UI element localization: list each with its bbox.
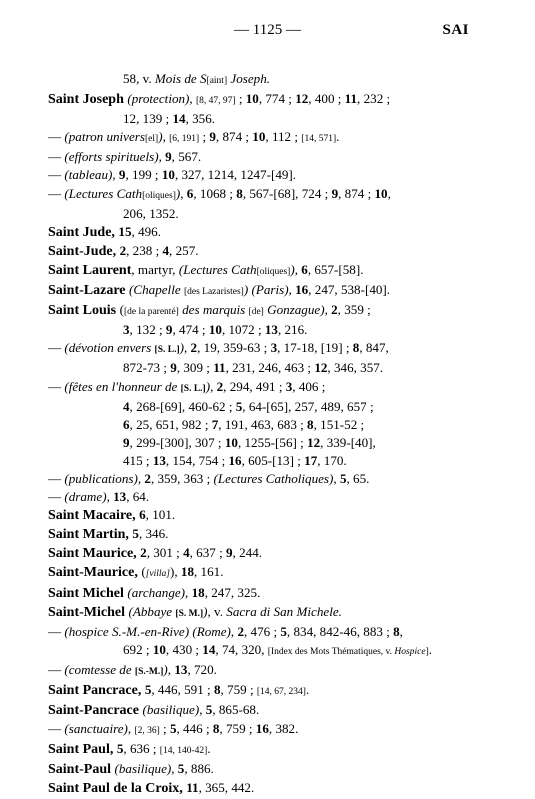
volume-number: 5: [339, 470, 347, 486]
entry-text: , 17-18, [19] ;: [277, 340, 353, 356]
index-entry: [48, 90, 488, 110]
entry-text: , 101.: [145, 507, 176, 523]
volume-number: 13: [174, 661, 188, 677]
index-entry: [48, 623, 488, 641]
entry-text: —: [48, 661, 65, 677]
editorial-bracket: [oliques]: [142, 190, 176, 201]
volume-number: 5: [177, 761, 185, 777]
volume-number: 10: [245, 91, 259, 107]
entry-headword: Saint Paul,: [48, 742, 117, 758]
entry-text: —: [48, 167, 65, 183]
volume-number: 5: [280, 623, 287, 639]
entry-qualifier: des marquis: [178, 302, 249, 318]
volume-number: 8: [352, 340, 360, 356]
entry-text: , 430 ;: [165, 641, 203, 657]
index-entry: [48, 544, 488, 563]
volume-number: 4: [183, 545, 190, 561]
entry-qualifier: (efforts spirituels): [64, 149, 159, 165]
entry-text: , 151-52 ;: [313, 416, 365, 432]
entry-text: , 65.: [346, 470, 370, 486]
index-entry: [48, 661, 488, 681]
volume-number: 6: [301, 261, 308, 277]
entry-text: , 74, 320,: [215, 641, 268, 657]
entry-headword: Saint Paul de la Croix,: [48, 781, 187, 797]
entry-qualifier: (Lectures Cath: [64, 185, 143, 201]
entry-text: —: [48, 623, 65, 639]
volume-number: 9: [165, 149, 172, 165]
entry-text: , 231, 246, 463 ;: [225, 360, 315, 376]
volume-number: 5: [205, 702, 213, 718]
entry-text: —: [48, 378, 65, 394]
entry-qualifier: (tableau): [64, 167, 113, 183]
entry-text: ,: [184, 340, 191, 356]
volume-number: 16: [228, 452, 242, 468]
index-entry: [48, 584, 488, 603]
entry-qualifier: (Abbaye: [128, 603, 176, 619]
entry-text: , 359, 363 ;: [150, 470, 214, 486]
index-entry: [48, 185, 488, 205]
volume-number: 2: [237, 623, 244, 639]
index-entry: [48, 488, 488, 506]
volume-number: 9: [226, 545, 233, 561]
entry-text: , 359 ;: [337, 302, 371, 318]
index-entry-continuation: [48, 205, 488, 223]
entry-text: 872-73 ;: [123, 360, 171, 376]
index-entry: [48, 301, 488, 321]
editorial-bracket: [villa]: [145, 569, 170, 580]
volume-number: 10: [152, 641, 166, 657]
index-entry: [48, 223, 488, 242]
entry-text: ,: [199, 702, 206, 718]
entry-qualifier: (Lectures Catholiques): [213, 470, 334, 486]
editorial-bracket: [14, 67, 234]: [256, 687, 306, 697]
volume-number: 5: [235, 398, 243, 414]
index-entry: [48, 720, 488, 740]
entry-qualifier: (comtesse de: [64, 661, 135, 677]
index-entry: [48, 339, 488, 359]
entry-text: ,: [210, 378, 217, 394]
index-entry: [48, 166, 488, 184]
entry-text: ,: [112, 167, 119, 183]
volume-number: 18: [191, 584, 205, 600]
entry-qualifier: ): [158, 129, 163, 145]
index-entry-continuation: [48, 452, 488, 470]
entry-text: , 636 ;: [123, 741, 160, 757]
index-entry: [48, 261, 488, 281]
entry-text: ;: [235, 91, 246, 107]
editorial-bracket: [de la parenté]: [123, 307, 179, 318]
entry-text: ,: [162, 129, 170, 145]
entry-qualifier: Gonzague): [263, 302, 325, 318]
volume-number: 8: [307, 416, 314, 432]
entry-text: ,: [288, 282, 296, 298]
entry-qualifier: (Paris): [251, 282, 289, 298]
running-head: SAI: [442, 22, 469, 38]
entry-text: , 400 ;: [308, 91, 345, 107]
entry-text: , 865-68.: [212, 702, 260, 718]
entry-text: ),: [169, 564, 181, 580]
entry-text: .: [336, 129, 340, 145]
entry-headword: Saint Pancrace,: [48, 683, 145, 698]
index-entry-continuation: [48, 359, 488, 377]
entry-text: ;: [199, 129, 210, 145]
entry-text: , 132 ;: [129, 322, 166, 338]
entry-text: , 19, 359-63 ;: [197, 340, 271, 356]
volume-number: 2: [140, 545, 147, 561]
entry-headword: Saint Macaire,: [48, 508, 140, 524]
volume-number: 18: [180, 564, 194, 580]
editorial-bracket: [S.-M.]: [134, 666, 164, 677]
volume-number: 5: [144, 682, 152, 697]
entry-text: , 112 ;: [265, 129, 302, 145]
entry-text: , 759 ;: [219, 721, 256, 737]
entry-text: , 294, 491 ;: [223, 378, 286, 394]
entry-text: (: [119, 302, 124, 318]
index-entry: [48, 779, 488, 798]
entry-qualifier: (fêtes en l'honneur de: [64, 378, 181, 394]
entry-qualifier: ): [243, 282, 249, 298]
entry-text: , 238 ;: [126, 242, 163, 258]
index-entry-continuation: [48, 398, 488, 416]
volume-number: 4: [123, 398, 130, 414]
volume-number: 3: [285, 378, 293, 394]
volume-number: 13: [264, 322, 278, 338]
index-entries: [48, 70, 488, 799]
entry-text: , 886.: [184, 761, 214, 777]
entry-text: ,: [294, 261, 302, 277]
entry-text: 692 ;: [123, 641, 153, 657]
volume-number: 6: [186, 185, 194, 201]
entry-text: , 1255-[56] ;: [237, 434, 308, 450]
index-entry: [48, 563, 488, 583]
entry-text: —: [48, 340, 65, 356]
index-entry: [48, 128, 488, 148]
entry-text: , 567-[68], 724 ;: [242, 185, 332, 201]
entry-qualifier: Joseph.: [227, 71, 271, 86]
volume-number: 11: [344, 91, 358, 107]
editorial-bracket: Hospice: [394, 646, 426, 657]
volume-number: 6: [139, 507, 146, 523]
volume-number: 9: [170, 360, 177, 376]
entry-text: , 1068 ;: [193, 185, 237, 201]
entry-qualifier: ): [179, 340, 184, 356]
volume-number: 14: [202, 641, 216, 657]
editorial-bracket: [Index des Mots Thématiques, v.: [267, 646, 395, 657]
entry-text: , 774 ;: [258, 91, 296, 107]
entry-headword: Saint Joseph: [48, 92, 128, 108]
entry-text: , 268-[69], 460-62 ;: [129, 398, 236, 414]
volume-number: 8: [212, 721, 220, 737]
entry-text: 58, v.: [123, 71, 155, 86]
editorial-bracket: [S. L.]: [154, 345, 180, 356]
index-entry: [48, 525, 488, 544]
volume-number: 5: [169, 721, 177, 737]
entry-text: ,: [106, 489, 114, 505]
entry-text: , 874 ;: [338, 185, 375, 201]
volume-number: 5: [132, 526, 139, 542]
entry-text: ,: [333, 470, 340, 486]
index-entry: [48, 281, 488, 301]
entry-text: ,: [127, 721, 135, 737]
volume-number: 9: [209, 129, 216, 145]
entry-text: , 170.: [317, 452, 347, 468]
entry-text: , 356.: [185, 111, 216, 127]
volume-number: 9: [123, 434, 130, 450]
volume-number: 2: [144, 470, 151, 486]
volume-number: 3: [123, 322, 130, 338]
entry-text: —: [48, 149, 65, 165]
index-entry-continuation: [48, 110, 488, 128]
entry-text: ,: [230, 623, 238, 639]
entry-headword: Saint-Lazare: [48, 283, 130, 299]
editorial-bracket: [des Lazaristes]: [183, 287, 244, 298]
volume-number: 12: [314, 360, 328, 376]
entry-text: .: [428, 641, 433, 657]
editorial-bracket: ]: [425, 646, 429, 657]
entry-text: .: [305, 682, 310, 697]
entry-text: —: [48, 470, 65, 486]
index-entry: [48, 603, 488, 623]
entry-text: ,: [180, 185, 187, 201]
volume-number: 10: [374, 185, 388, 201]
index-entry: [48, 148, 488, 166]
volume-number: 10: [208, 322, 222, 338]
volume-number: 6: [123, 416, 130, 432]
volume-number: 12: [295, 91, 309, 107]
entry-qualifier: (hospice S.-M.-en-Rive): [64, 623, 190, 639]
entry-text: , 301 ;: [146, 545, 184, 561]
entry-text: , 64.: [126, 489, 150, 505]
entry-headword: Saint Louis: [48, 303, 120, 319]
page-header: [0, 22, 535, 42]
entry-text: , 605-[13] ;: [241, 452, 305, 468]
editorial-bracket: [oliques]: [256, 266, 291, 277]
entry-headword: Saint Jude,: [48, 224, 119, 240]
editorial-bracket: [14, 140-42]: [159, 746, 208, 757]
index-entry: [48, 378, 488, 398]
entry-qualifier: (patron univers: [64, 129, 145, 145]
entry-text: , v.: [207, 603, 227, 619]
entry-text: ,: [171, 761, 178, 777]
editorial-bracket: [14, 571]: [301, 134, 337, 145]
entry-qualifier: (archange): [127, 584, 186, 600]
entry-text: ;: [159, 721, 170, 737]
volume-number: 8: [213, 682, 221, 697]
page-number: — 1125 —: [234, 22, 301, 38]
volume-number: 13: [113, 489, 127, 505]
index-entry-continuation: [48, 70, 488, 90]
entry-text: —: [48, 489, 65, 505]
entry-qualifier: (publications): [64, 470, 138, 486]
entry-text: , 339-[40],: [320, 434, 376, 450]
editorial-bracket: [2, 36]: [134, 726, 160, 737]
entry-text: , 446, 591 ;: [151, 682, 214, 697]
volume-number: 16: [295, 282, 309, 298]
index-entry: [48, 760, 488, 779]
entry-headword: Saint Martin,: [48, 527, 133, 543]
entry-text: —: [48, 129, 65, 145]
entry-qualifier: (basilique): [114, 761, 172, 777]
entry-text: , 474 ;: [172, 322, 209, 338]
volume-number: 10: [161, 167, 175, 183]
entry-text: , 720.: [187, 661, 217, 677]
volume-number: 9: [331, 185, 339, 201]
entry-qualifier: ): [290, 261, 295, 277]
entry-text: , 257.: [169, 242, 199, 258]
volume-number: 8: [393, 623, 400, 639]
entry-text: , 346.: [138, 526, 169, 542]
entry-text: , 244.: [232, 545, 263, 561]
volume-number: 8: [236, 185, 243, 201]
entry-qualifier: (drame): [64, 489, 107, 505]
entry-headword: Saint-Maurice,: [48, 565, 142, 581]
entry-text: , 161.: [194, 564, 224, 580]
volume-number: 16: [255, 721, 269, 737]
entry-text: , 299-[300], 307 ;: [129, 434, 225, 450]
volume-number: 10: [224, 434, 238, 450]
volume-number: 14: [172, 111, 186, 127]
entry-text: , 657-[58].: [307, 261, 364, 277]
entry-text: , 309 ;: [176, 360, 214, 376]
entry-text: ,: [387, 185, 391, 201]
volume-number: 3: [270, 340, 278, 356]
entry-text: , 191, 463, 683 ;: [218, 416, 308, 432]
entry-text: , 1072 ;: [221, 322, 265, 338]
volume-number: 2: [216, 378, 224, 394]
entry-text: , 247, 325.: [204, 584, 261, 600]
entry-qualifier: ): [205, 378, 211, 394]
volume-number: 2: [190, 340, 198, 356]
entry-headword: Saint Michel: [48, 585, 128, 601]
editorial-bracket: [el]: [145, 134, 159, 145]
entry-text: , 847,: [359, 340, 389, 356]
entry-headword: Saint-Pancrace: [48, 703, 143, 719]
index-entry: [48, 506, 488, 525]
entry-qualifier: Sacra di San Michele.: [226, 603, 342, 619]
volume-number: 13: [152, 452, 166, 468]
entry-qualifier: ): [203, 603, 208, 619]
entry-text: , 139 ;: [136, 111, 173, 127]
entry-text: , 476 ;: [244, 623, 281, 639]
editorial-bracket: [S. L.]: [180, 383, 206, 394]
editorial-bracket: [S. M.]: [175, 608, 204, 619]
entry-text: ,: [167, 661, 175, 677]
entry-text: .: [207, 741, 211, 757]
entry-text: 206, 1352.: [123, 205, 179, 221]
volume-number: 11: [213, 360, 226, 376]
index-entry-continuation: [48, 641, 488, 661]
entry-qualifier: (Rome): [192, 623, 231, 639]
volume-number: 5: [116, 741, 124, 757]
index-entry: [48, 470, 488, 488]
entry-qualifier: ): [163, 661, 168, 677]
volume-number: 10: [252, 129, 266, 145]
entry-text: ,: [158, 149, 166, 165]
entry-text: , 154, 754 ;: [165, 452, 229, 468]
entry-text: , 232 ;: [357, 91, 391, 107]
index-entry-continuation: [48, 321, 488, 339]
entry-text: , 199 ;: [125, 167, 162, 183]
volume-number: 2: [331, 302, 338, 318]
volume-number: 9: [165, 322, 173, 338]
entry-text: (: [141, 564, 146, 580]
entry-text: 12: [123, 111, 137, 127]
index-entry: [48, 681, 488, 701]
volume-number: 4: [162, 242, 170, 258]
volume-number: 11: [186, 780, 199, 796]
volume-number: 2: [119, 242, 127, 258]
entry-text: , 567.: [171, 149, 202, 165]
entry-text: , 247, 538-[40].: [308, 282, 391, 298]
entry-text: —: [48, 721, 65, 737]
index-entry-continuation: [48, 416, 488, 434]
volume-number: 9: [118, 167, 126, 183]
entry-text: ,: [399, 623, 403, 639]
entry-text: , 365, 442.: [198, 780, 255, 796]
entry-text: , 874 ;: [215, 129, 253, 145]
entry-text: , 346, 357.: [327, 360, 384, 376]
entry-text: , 64-[65], 257, 489, 657 ;: [242, 398, 374, 414]
entry-text: 415 ;: [123, 452, 153, 468]
editorial-bracket: [aint]: [206, 76, 228, 86]
index-entry-continuation: [48, 434, 488, 452]
entry-text: , 446 ;: [176, 721, 213, 737]
entry-text: , 216.: [277, 322, 308, 338]
entry-text: , 834, 842-46, 883 ;: [286, 623, 394, 639]
entry-text: ,: [324, 302, 332, 318]
entry-headword: Saint-Michel: [48, 604, 129, 620]
entry-text: , 327, 1214, 1247-[49].: [174, 167, 297, 183]
volume-number: 7: [211, 416, 219, 432]
entry-text: ,: [189, 91, 196, 107]
entry-text: , 637 ;: [189, 545, 226, 561]
index-entry: [48, 242, 488, 261]
entry-headword: Saint-Jude,: [48, 243, 120, 259]
entry-text: ,: [137, 470, 145, 486]
volume-number: 12: [307, 434, 321, 450]
index-entry: [48, 740, 488, 760]
entry-headword: Saint Laurent: [48, 262, 132, 278]
entry-text: , 406 ;: [292, 378, 326, 394]
entry-headword: Saint Maurice,: [48, 546, 141, 562]
entry-qualifier: (Chapelle: [129, 282, 184, 298]
entry-text: , 25, 651, 982 ;: [129, 416, 212, 432]
entry-text: —: [48, 185, 65, 201]
editorial-bracket: [6, 191]: [169, 134, 200, 145]
entry-text: , 759 ;: [220, 682, 257, 697]
volume-number: 15: [118, 223, 132, 239]
entry-qualifier: (protection): [127, 91, 190, 107]
entry-text: , 382.: [268, 721, 299, 737]
entry-text: ,: [185, 584, 192, 600]
entry-qualifier: (Lectures Cath: [178, 261, 257, 277]
entry-text: , 496.: [131, 223, 161, 239]
entry-text: , martyr,: [131, 261, 179, 277]
editorial-bracket: [8, 47, 97]: [195, 96, 236, 107]
entry-qualifier: (basilique): [142, 702, 200, 718]
index-entry: [48, 701, 488, 720]
entry-qualifier: (dévotion envers: [64, 340, 155, 356]
entry-qualifier: ): [175, 185, 181, 201]
editorial-bracket: [de]: [248, 307, 264, 318]
entry-headword: Saint-Paul: [48, 762, 115, 778]
volume-number: 17: [304, 452, 318, 468]
entry-qualifier: (sanctuaire): [64, 721, 128, 737]
entry-qualifier: Mois de S: [154, 71, 207, 86]
